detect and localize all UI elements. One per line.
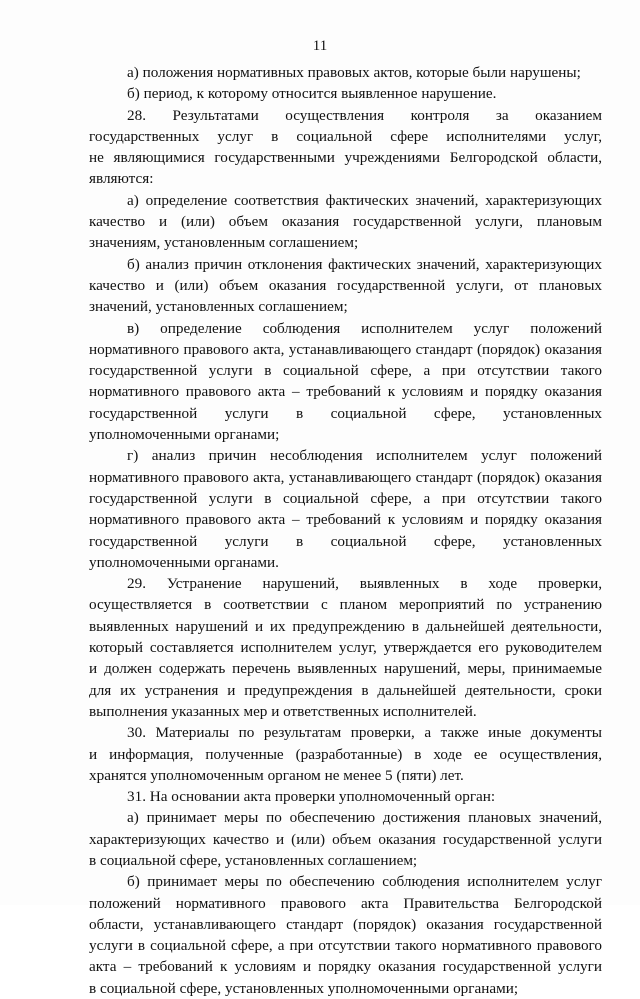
text-line: б) период, к которому относится выявленное нарушение. (127, 85, 497, 103)
text-line: акта – требований к условиям и порядку оказания государственной услуги (89, 958, 602, 976)
text-line: государственной услуги в социальной сфере, а при отсутствии такого (89, 362, 602, 380)
text-line: нормативного правового акта, устанавливающего стандарт (порядок) оказания (89, 340, 602, 358)
text-line: государственной услуги в социальной сфере, установленных (89, 532, 602, 550)
text-line: который составляется исполнителем услуг, утверждается его руководителем (89, 639, 602, 657)
text-line: г) анализ причин несоблюдения исполнителем услуг положений (127, 447, 602, 465)
document-body (89, 62, 602, 999)
text-line: характеризующих качество и (или) объем оказания государственной услуги (89, 830, 602, 848)
text-line: и информация, полученные (разработанные) в ходе ее осуществления, (89, 745, 602, 763)
text-line: уполномоченными органами. (89, 553, 279, 571)
text-line: положений нормативного правового акта Правительства Белгородской (89, 894, 602, 912)
text-line: 28. Результатами осуществления контроля за оказанием (127, 106, 602, 124)
text-line: государственной услуги в социальной сфере, а при отсутствии такого (89, 489, 602, 507)
text-line: области, устанавливающего стандарт (порядок) оказания государственной (89, 915, 602, 933)
text-line: б) принимает меры по обеспечению соблюдения исполнителем услуг (127, 873, 602, 891)
text-line: 29. Устранение нарушений, выявленных в ходе проверки, (127, 575, 602, 593)
text-line: качество и (или) объем оказания государственной услуги, от плановых (89, 276, 602, 294)
text-line: значений, установленных соглашением; (89, 298, 348, 316)
text-line: для их устранения и предупреждения в дальнейшей деятельности, сроки (89, 681, 602, 699)
text-line: в социальной сфере, установленных соглашением; (89, 851, 418, 869)
text-line: являются: (89, 170, 154, 188)
text-line: услуги в социальной сфере, а при отсутствии такого нормативного правового (89, 937, 602, 955)
text-line: хранятся уполномоченным органом не менее 5 (пяти) лет. (89, 766, 464, 784)
text-line: в социальной сфере, установленных уполномоченными органами; (89, 979, 519, 997)
text-line: выполнения указанных мер и ответственных исполнителей. (89, 702, 477, 720)
text-line: 30. Материалы по результатам проверки, а также иные документы (127, 724, 602, 742)
text-line: а) принимает меры по обеспечению достижения плановых значений, (127, 809, 602, 827)
page-number: 11 (312, 38, 328, 54)
text-line: не являющимися государственными учреждениями Белгородской области, (89, 149, 602, 167)
text-line: значениям, установленным соглашением; (89, 234, 359, 252)
text-line: выявленных нарушений и их предупреждению в дальнейшей деятельности, (89, 617, 602, 635)
text-line: а) положения нормативных правовых актов, которые были нарушены; (127, 64, 581, 81)
text-line: в) определение соблюдения исполнителем услуг положений (127, 319, 602, 337)
text-line: и должен содержать перечень выявленных нарушений, меры, принимаемые (89, 660, 602, 678)
text-line: а) определение соответствия фактических значений, характеризующих (127, 191, 602, 209)
text-line: уполномоченными органами; (89, 426, 280, 444)
text-line: государственных услуг в социальной сфере исполнителями услуг, (89, 127, 602, 145)
text-line: качество и (или) объем оказания государственной услуги, плановым (89, 213, 602, 231)
text-line: нормативного правового акта – требований к условиям и порядку оказания (89, 511, 602, 529)
text-line: б) анализ причин отклонения фактических значений, характеризующих (127, 255, 602, 273)
text-line: осуществляется в соответствии с планом мероприятий по устранению (89, 596, 602, 614)
text-line: нормативного правового акта, устанавливающего стандарт (порядок) оказания (89, 468, 602, 486)
text-line: 31. На основании акта проверки уполномоченный орган: (127, 788, 496, 806)
text-line: государственной услуги в социальной сфере, установленных (89, 404, 602, 422)
text-line: нормативного правового акта – требований к условиям и порядку оказания (89, 383, 602, 401)
